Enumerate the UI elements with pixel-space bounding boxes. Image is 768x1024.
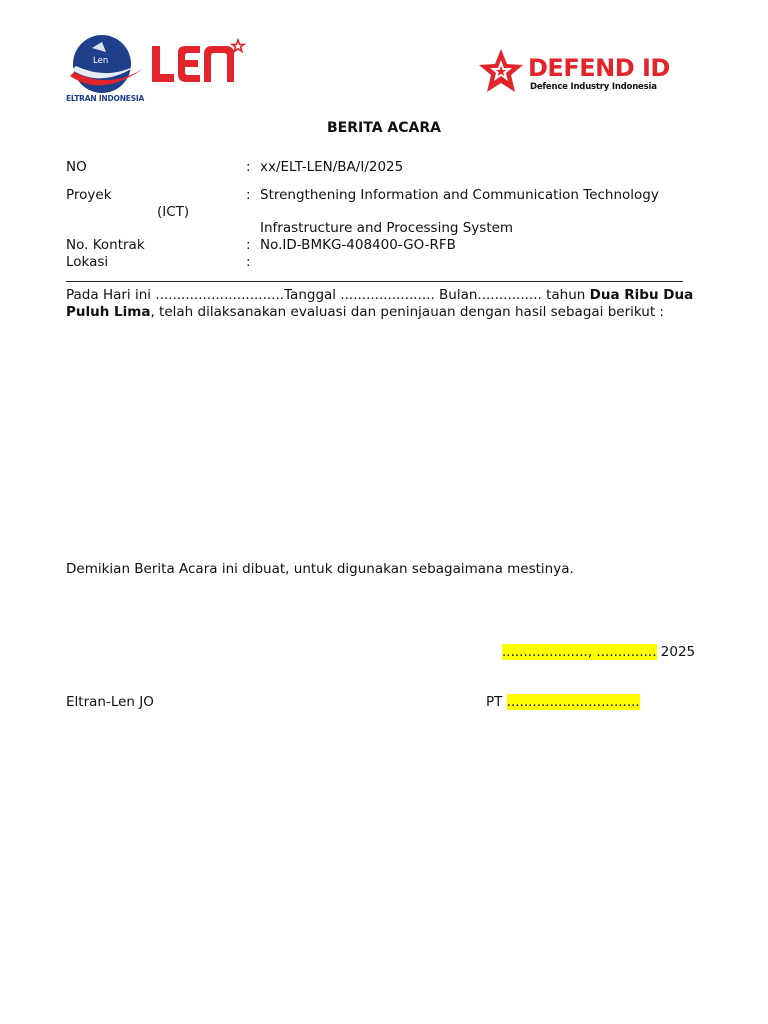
- field-proyek-value-line2: Infrastructure and Processing System: [260, 220, 514, 236]
- field-proyek-label: Proyek: [66, 187, 112, 203]
- field-lokasi-colon: :: [246, 254, 251, 270]
- intro-text-start: Pada Hari ini ..............................Tanggal ...................... Bulan............... tahun: [66, 287, 590, 303]
- closing-statement: Demikian Berita Acara ini dibuat, untuk digunakan sebagaimana mestinya.: [66, 561, 574, 577]
- intro-text-end: , telah dilaksanakan evaluasi dan peninjauan dengan hasil sebagai berikut :: [150, 303, 664, 320]
- eltran-badge-text: Len: [93, 56, 109, 66]
- field-kontrak-colon: :: [246, 237, 251, 253]
- field-no-value: xx/ELT-LEN/BA/I/2025: [260, 159, 404, 175]
- intro-year-words: Dua Ribu Dua Puluh Lima: [66, 287, 694, 320]
- field-kontrak-label: No. Kontrak: [66, 237, 145, 253]
- header-divider: [66, 281, 683, 282]
- field-no-colon: :: [246, 159, 251, 175]
- signatory-right-blank: ...............................: [506, 694, 640, 710]
- document-title: BERITA ACARA: [327, 120, 441, 136]
- defend-id-tagline: Defence Industry Indonesia: [530, 82, 657, 92]
- field-lokasi-label: Lokasi: [66, 254, 109, 270]
- field-no-label: NO: [66, 159, 87, 175]
- defend-id-wordmark: DEFEND ID: [528, 54, 670, 82]
- field-proyek-value-line1: Strengthening Information and Communication Technology: [260, 187, 659, 203]
- signatory-right: [486, 694, 640, 710]
- signatory-left: Eltran-Len JO: [66, 694, 154, 710]
- place-date-blank: ...................., ..............: [502, 644, 657, 660]
- signature-year: 2025: [656, 644, 696, 660]
- field-proyek-label-continued: (ICT): [157, 204, 190, 220]
- len-logo: [148, 38, 248, 88]
- signatory-right-prefix: PT: [486, 694, 507, 710]
- field-proyek-colon: :: [246, 187, 251, 203]
- defend-id-logo: [478, 48, 700, 96]
- field-kontrak-value: No.ID-BMKG-408400-GO-RFB: [260, 237, 456, 253]
- place-date-line: [502, 644, 695, 660]
- intro-paragraph: [66, 287, 706, 320]
- eltran-logo: [66, 32, 146, 106]
- eltran-caption: ELTRAN INDONESIA: [66, 94, 145, 103]
